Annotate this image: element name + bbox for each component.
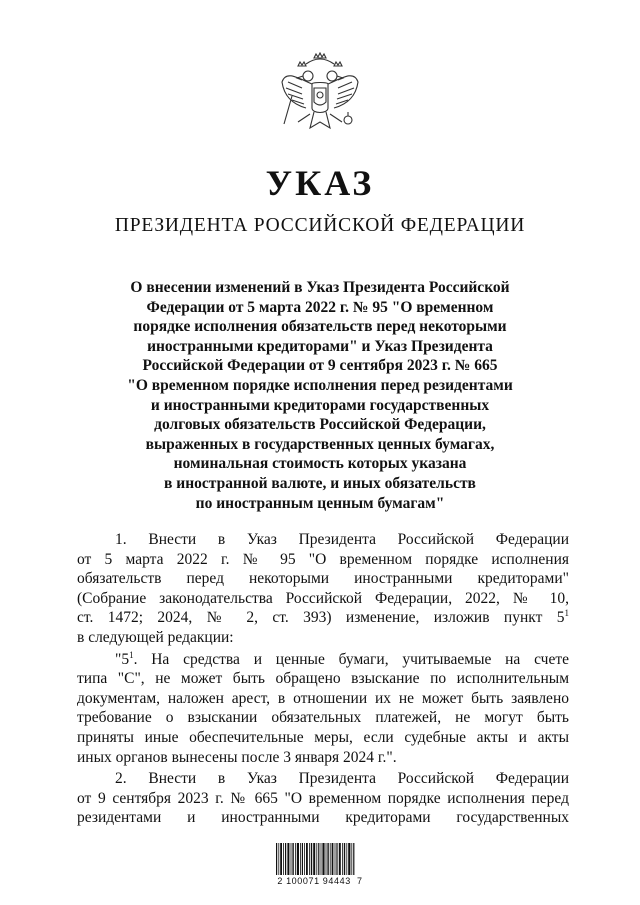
- body-line: [77, 650, 569, 670]
- heading-line: долговых обязательств Российской Федерации,: [154, 416, 486, 434]
- paragraph-1: [77, 530, 569, 648]
- body-line: приняты иные обеспечительные меры, если судебные акты и акты: [77, 728, 569, 746]
- body-line: в следующей редакции:: [77, 628, 234, 646]
- body-line: иных органов вынесены после 3 января 2024 г.".: [77, 748, 397, 766]
- body-line-text: ст. 1472; 2024, № 2, ст. 393) изменение, изложив пункт 5: [77, 609, 565, 627]
- barcode-icon: [276, 843, 356, 875]
- heading-line: порядке исполнения обязательств перед некоторыми: [133, 318, 507, 336]
- body-line: резидентами и иностранными кредиторами государственных: [77, 809, 569, 827]
- heading-line: в иностранной валюте, и иных обязательств: [164, 474, 476, 492]
- body-line: обязательств перед некоторыми иностранными кредиторами": [77, 570, 569, 588]
- body-line: типа "С", не может быть обращено взыскание по исполнительным: [77, 670, 569, 688]
- body-line: 1. Внести в Указ Президента Российской Федерации: [115, 531, 569, 548]
- body-line: документам, наложен арест, в отношении их не может быть заявлено: [77, 689, 569, 707]
- document-heading: [100, 278, 540, 513]
- heading-line: выраженных в государственных ценных бумагах,: [145, 435, 495, 453]
- body-line: 2. Внести в Указ Президента Российской Федерации: [115, 770, 569, 788]
- body-line: от 9 сентября 2023 г. № 665 "О временном порядке исполнения перед: [77, 789, 569, 807]
- coat-of-arms-icon: [278, 52, 362, 148]
- quoted-amendment: [77, 650, 569, 768]
- body-line-text: . На средства и ценные бумаги, учитываемые на счете: [133, 650, 569, 668]
- decree-subtitle: ПРЕЗИДЕНТА РОССИЙСКОЙ ФЕДЕРАЦИИ: [114, 215, 526, 236]
- heading-line: Федерации от 5 марта 2022 г. № 95 "О временном: [146, 298, 494, 316]
- heading-line: "О временном порядке исполнения перед резидентами: [127, 376, 513, 394]
- heading-line: иностранными кредиторами" и Указ Президента: [147, 337, 493, 355]
- decree-body: [77, 530, 569, 828]
- paragraph-2: [77, 769, 569, 828]
- heading-line: по иностранным ценным бумагам": [195, 494, 445, 512]
- heading-line: номинальная стоимость которых указана: [173, 455, 467, 473]
- body-line: требование о взыскании обязательных платежей, не могут быть: [77, 709, 569, 727]
- body-line: [77, 608, 569, 628]
- body-line: от 5 марта 2022 г. № 95 "О временном порядке исполнения: [77, 550, 569, 568]
- superscript: 1: [564, 608, 569, 619]
- decree-title: УКАЗ: [265, 163, 375, 203]
- barcode-number: 2 100071 94443 7: [277, 876, 363, 886]
- heading-line: и иностранными кредиторами государственных: [150, 396, 490, 414]
- superscript: 1: [129, 649, 134, 660]
- heading-line: О внесении изменений в Указ Президента Российской: [130, 279, 510, 296]
- heading-line: Российской Федерации от 9 сентября 2023 г. № 665: [142, 357, 498, 375]
- body-line: (Собрание законодательства Российской Федерации, 2022, № 10,: [77, 589, 569, 607]
- quote-number: "5: [115, 650, 130, 668]
